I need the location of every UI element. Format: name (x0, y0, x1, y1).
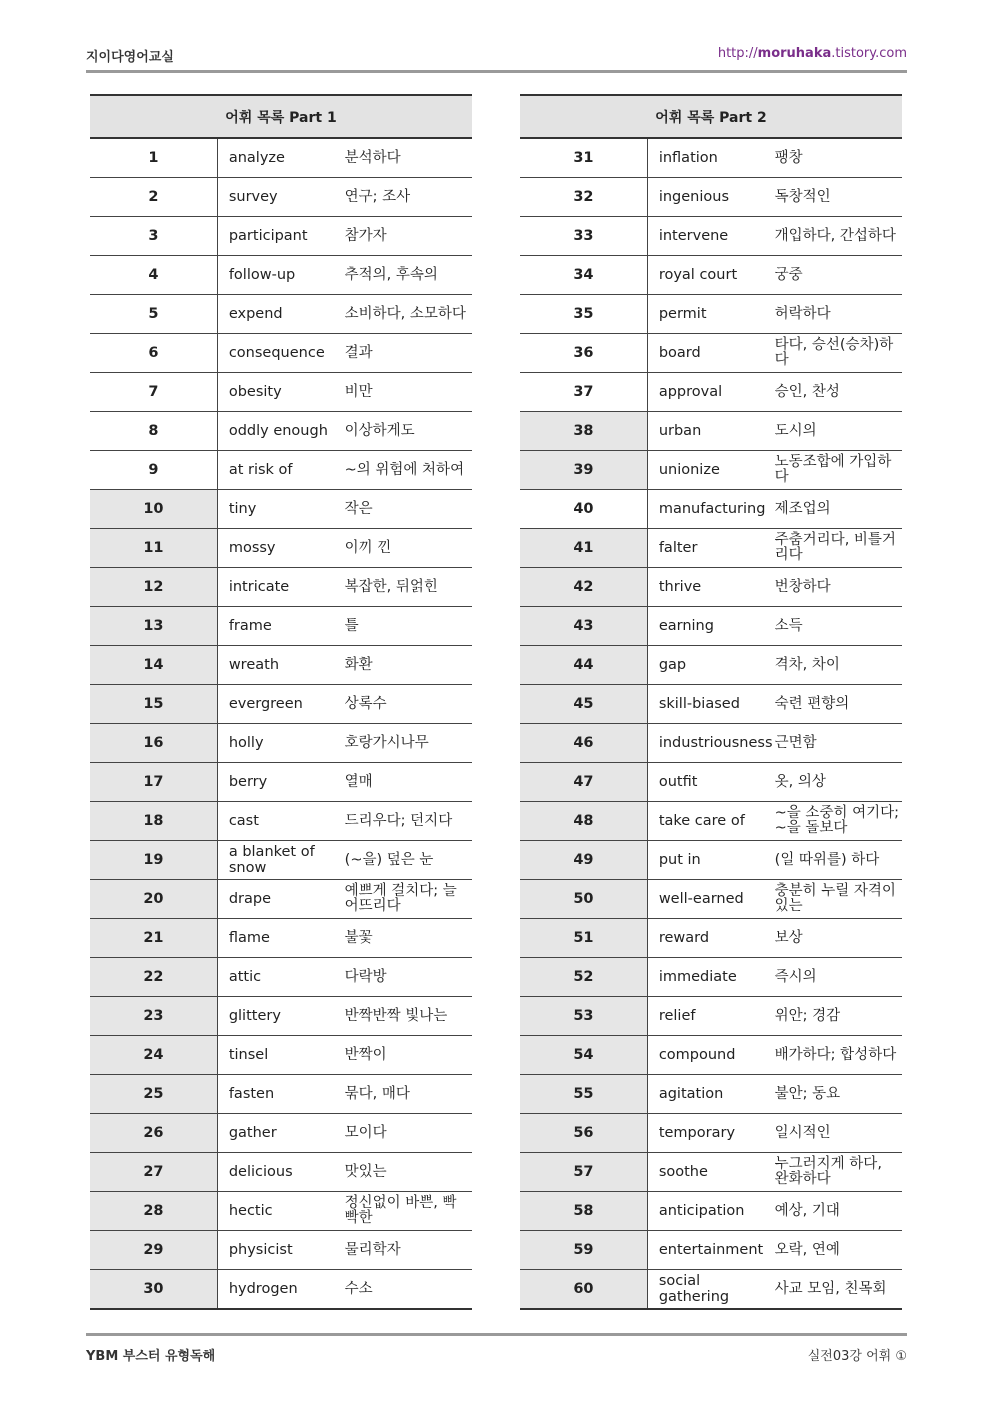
vocab-meaning: 불꽃 (345, 919, 472, 958)
row-number: 20 (90, 880, 217, 919)
row-number: 28 (90, 1192, 217, 1231)
table-row (520, 568, 902, 607)
vocab-table-part-1 (90, 94, 472, 1310)
vocab-meaning: 번창하다 (775, 568, 902, 607)
table-row (520, 256, 902, 295)
table-row (90, 646, 472, 685)
table-row (520, 412, 902, 451)
row-number: 24 (90, 1036, 217, 1075)
vocab-word: flame (217, 919, 344, 958)
table-row (520, 529, 902, 568)
row-number: 15 (90, 685, 217, 724)
table-row (520, 997, 902, 1036)
row-number: 33 (520, 217, 647, 256)
row-number: 57 (520, 1153, 647, 1192)
vocab-meaning: 소비하다, 소모하다 (345, 295, 472, 334)
table-row (90, 451, 472, 490)
table-row (520, 1075, 902, 1114)
table-row (90, 138, 472, 178)
table-row (90, 841, 472, 880)
row-number: 49 (520, 841, 647, 880)
table-row (520, 295, 902, 334)
vocab-word: permit (647, 295, 774, 334)
vocab-word: obesity (217, 373, 344, 412)
header-brand: 지이다영어교실 (86, 50, 174, 65)
row-number: 60 (520, 1270, 647, 1310)
vocab-word: entertainment (647, 1231, 774, 1270)
vocab-meaning: 허락하다 (775, 295, 902, 334)
table-row (520, 607, 902, 646)
table-row (90, 997, 472, 1036)
row-number: 30 (90, 1270, 217, 1310)
row-number: 5 (90, 295, 217, 334)
vocab-word: hydrogen (217, 1270, 344, 1310)
vocab-word: cast (217, 802, 344, 841)
vocab-word: frame (217, 607, 344, 646)
row-number: 3 (90, 217, 217, 256)
row-number: 56 (520, 1114, 647, 1153)
vocab-word: drape (217, 880, 344, 919)
row-number: 27 (90, 1153, 217, 1192)
vocab-meaning: 열매 (345, 763, 472, 802)
table-row (90, 880, 472, 919)
vocab-meaning: 다락방 (345, 958, 472, 997)
vocab-word: soothe (647, 1153, 774, 1192)
table-row (90, 373, 472, 412)
table-body (520, 138, 902, 1309)
table-row (520, 802, 902, 841)
vocab-meaning: 비만 (345, 373, 472, 412)
vocab-meaning: 도시의 (775, 412, 902, 451)
table-row (520, 919, 902, 958)
table-row (520, 724, 902, 763)
vocab-meaning: 분석하다 (345, 138, 472, 178)
url-bold: moruhaka (757, 46, 832, 61)
vocab-word: urban (647, 412, 774, 451)
table-row (520, 646, 902, 685)
vocab-meaning: 제조업의 (775, 490, 902, 529)
vocab-word: participant (217, 217, 344, 256)
footer-lesson-label: 실전03강 어휘 ① (807, 1349, 907, 1364)
vocab-table-part-2 (520, 94, 902, 1310)
row-number: 48 (520, 802, 647, 841)
table-row (90, 607, 472, 646)
vocab-word: fasten (217, 1075, 344, 1114)
vocab-word: board (647, 334, 774, 373)
row-number: 13 (90, 607, 217, 646)
vocab-word: take care of (647, 802, 774, 841)
table-title: 어휘 목록 Part 1 (90, 95, 472, 138)
row-number: 2 (90, 178, 217, 217)
row-number: 37 (520, 373, 647, 412)
table-row (90, 1075, 472, 1114)
row-number: 8 (90, 412, 217, 451)
table-row (520, 763, 902, 802)
table-row (90, 1153, 472, 1192)
row-number: 7 (90, 373, 217, 412)
row-number: 12 (90, 568, 217, 607)
vocab-meaning: ~의 위험에 처하여 (345, 451, 472, 490)
url-prefix: http:// (717, 46, 758, 61)
vocab-meaning: 불안; 동요 (775, 1075, 902, 1114)
table-row (90, 490, 472, 529)
vocab-meaning: 팽창 (775, 138, 902, 178)
row-number: 14 (90, 646, 217, 685)
vocab-meaning: 추적의, 후속의 (345, 256, 472, 295)
vocab-meaning: 즉시의 (775, 958, 902, 997)
vocab-meaning: 화환 (345, 646, 472, 685)
vocab-word: falter (647, 529, 774, 568)
vocab-meaning: 이끼 낀 (345, 529, 472, 568)
vocab-meaning: 정신없이 바쁜, 빡빡한 (345, 1192, 472, 1231)
table-row (90, 1192, 472, 1231)
vocab-meaning: 노동조합에 가입하다 (775, 451, 902, 490)
row-number: 19 (90, 841, 217, 880)
table-row (520, 1192, 902, 1231)
row-number: 59 (520, 1231, 647, 1270)
vocab-meaning: 반짝반짝 빛나는 (345, 997, 472, 1036)
row-number: 35 (520, 295, 647, 334)
table-row (520, 451, 902, 490)
row-number: 45 (520, 685, 647, 724)
row-number: 21 (90, 919, 217, 958)
table-row (90, 529, 472, 568)
vocab-meaning: 위안; 경감 (775, 997, 902, 1036)
vocab-meaning: 예상, 기대 (775, 1192, 902, 1231)
vocab-word: evergreen (217, 685, 344, 724)
vocab-word: tinsel (217, 1036, 344, 1075)
vocab-word: gather (217, 1114, 344, 1153)
vocab-meaning: (~을) 덮은 눈 (345, 841, 472, 880)
vocab-word: holly (217, 724, 344, 763)
vocab-word: anticipation (647, 1192, 774, 1231)
vocab-word: delicious (217, 1153, 344, 1192)
vocab-meaning: 오락, 연예 (775, 1231, 902, 1270)
table-row (520, 138, 902, 178)
row-number: 41 (520, 529, 647, 568)
vocab-word: expend (217, 295, 344, 334)
vocab-word: ingenious (647, 178, 774, 217)
vocab-meaning: 소득 (775, 607, 902, 646)
vocab-word: intricate (217, 568, 344, 607)
vocab-meaning: 타다, 승선(승차)하다 (775, 334, 902, 373)
table-row (90, 256, 472, 295)
vocab-word: berry (217, 763, 344, 802)
row-number: 50 (520, 880, 647, 919)
row-number: 26 (90, 1114, 217, 1153)
vocab-word: wreath (217, 646, 344, 685)
row-number: 58 (520, 1192, 647, 1231)
table-row (520, 334, 902, 373)
row-number: 46 (520, 724, 647, 763)
table-row (520, 1036, 902, 1075)
vocab-word: temporary (647, 1114, 774, 1153)
row-number: 52 (520, 958, 647, 997)
vocab-meaning: 개입하다, 간섭하다 (775, 217, 902, 256)
vocab-word: earning (647, 607, 774, 646)
vocab-word: oddly enough (217, 412, 344, 451)
vocab-word: put in (647, 841, 774, 880)
vocab-meaning: 묶다, 매다 (345, 1075, 472, 1114)
vocab-word: thrive (647, 568, 774, 607)
row-number: 25 (90, 1075, 217, 1114)
row-number: 51 (520, 919, 647, 958)
vocab-meaning: 물리학자 (345, 1231, 472, 1270)
table-row (520, 1153, 902, 1192)
vocab-word: hectic (217, 1192, 344, 1231)
row-number: 54 (520, 1036, 647, 1075)
vocab-meaning: 숙련 편향의 (775, 685, 902, 724)
vocab-meaning: 맛있는 (345, 1153, 472, 1192)
table-row (520, 178, 902, 217)
row-number: 42 (520, 568, 647, 607)
vocab-word: industriousness (647, 724, 774, 763)
row-number: 4 (90, 256, 217, 295)
vocab-word: intervene (647, 217, 774, 256)
row-number: 47 (520, 763, 647, 802)
vocab-meaning: 보상 (775, 919, 902, 958)
table-row (90, 802, 472, 841)
vocab-word: approval (647, 373, 774, 412)
table-body (90, 138, 472, 1309)
url-suffix: .tistory.com (831, 46, 907, 61)
vocab-meaning: 배가하다; 합성하다 (775, 1036, 902, 1075)
table-title: 어휘 목록 Part 2 (520, 95, 902, 138)
vocab-word: glittery (217, 997, 344, 1036)
table-row (520, 217, 902, 256)
header-rule (86, 70, 907, 73)
vocab-word: relief (647, 997, 774, 1036)
table-row (520, 958, 902, 997)
vocab-meaning: ~을 소중히 여기다; ~을 돌보다 (775, 802, 902, 841)
vocab-meaning: 결과 (345, 334, 472, 373)
header-url-link[interactable] (718, 46, 907, 61)
vocab-meaning: (일 따위를) 하다 (775, 841, 902, 880)
vocab-word: attic (217, 958, 344, 997)
vocab-meaning: 작은 (345, 490, 472, 529)
row-number: 53 (520, 997, 647, 1036)
table-row (90, 334, 472, 373)
row-number: 29 (90, 1231, 217, 1270)
row-number: 39 (520, 451, 647, 490)
row-number: 17 (90, 763, 217, 802)
page-footer (86, 1345, 907, 1365)
vocab-word: a blanket of snow (217, 841, 344, 880)
vocab-word: well-earned (647, 880, 774, 919)
vocab-meaning: 틀 (345, 607, 472, 646)
vocab-word: reward (647, 919, 774, 958)
row-number: 44 (520, 646, 647, 685)
table-row (520, 880, 902, 919)
vocab-meaning: 독창적인 (775, 178, 902, 217)
footer-rule (86, 1333, 907, 1336)
table-row (90, 1270, 472, 1310)
table-row (90, 1036, 472, 1075)
table-row (90, 178, 472, 217)
vocab-meaning: 옷, 의상 (775, 763, 902, 802)
vocab-meaning: 충분히 누릴 자격이 있는 (775, 880, 902, 919)
row-number: 32 (520, 178, 647, 217)
vocab-meaning: 호랑가시나무 (345, 724, 472, 763)
table-row (90, 919, 472, 958)
table-row (90, 685, 472, 724)
page-header (86, 46, 907, 66)
table-row (90, 217, 472, 256)
vocab-word: tiny (217, 490, 344, 529)
vocab-meaning: 수소 (345, 1270, 472, 1310)
row-number: 38 (520, 412, 647, 451)
row-number: 1 (90, 138, 217, 178)
vocab-word: royal court (647, 256, 774, 295)
vocab-word: mossy (217, 529, 344, 568)
vocab-meaning: 승인, 찬성 (775, 373, 902, 412)
row-number: 6 (90, 334, 217, 373)
vocab-word: physicist (217, 1231, 344, 1270)
vocab-word: follow-up (217, 256, 344, 295)
table-row (90, 568, 472, 607)
table-row (520, 490, 902, 529)
table-row (90, 1114, 472, 1153)
vocab-word: survey (217, 178, 344, 217)
vocab-meaning: 복잡한, 뒤얽힌 (345, 568, 472, 607)
table-row (520, 841, 902, 880)
table-row (520, 1270, 902, 1310)
vocab-word: unionize (647, 451, 774, 490)
table-row (90, 295, 472, 334)
table-row (520, 1231, 902, 1270)
vocab-word: immediate (647, 958, 774, 997)
vocab-word: skill-biased (647, 685, 774, 724)
footer-book-title: YBM 부스터 유형독해 (86, 1349, 216, 1364)
vocab-meaning: 사교 모임, 친목회 (775, 1270, 902, 1310)
row-number: 16 (90, 724, 217, 763)
row-number: 43 (520, 607, 647, 646)
row-number: 34 (520, 256, 647, 295)
vocab-meaning: 참가자 (345, 217, 472, 256)
vocab-meaning: 드리우다; 던지다 (345, 802, 472, 841)
row-number: 36 (520, 334, 647, 373)
vocab-meaning: 주춤거리다, 비틀거리다 (775, 529, 902, 568)
vocab-meaning: 상록수 (345, 685, 472, 724)
vocab-word: analyze (217, 138, 344, 178)
vocab-meaning: 근면함 (775, 724, 902, 763)
row-number: 22 (90, 958, 217, 997)
vocab-word: outfit (647, 763, 774, 802)
vocab-meaning: 누그러지게 하다, 완화하다 (775, 1153, 902, 1192)
vocab-meaning: 격차, 차이 (775, 646, 902, 685)
vocab-word: inflation (647, 138, 774, 178)
vocab-meaning: 반짝이 (345, 1036, 472, 1075)
table-row (90, 958, 472, 997)
table-row (90, 412, 472, 451)
row-number: 40 (520, 490, 647, 529)
row-number: 23 (90, 997, 217, 1036)
row-number: 55 (520, 1075, 647, 1114)
table-row (520, 373, 902, 412)
table-row (90, 1231, 472, 1270)
vocab-meaning: 이상하게도 (345, 412, 472, 451)
table-row (90, 724, 472, 763)
row-number: 31 (520, 138, 647, 178)
vocab-meaning: 일시적인 (775, 1114, 902, 1153)
vocab-meaning: 예쁘게 걸치다; 늘어뜨리다 (345, 880, 472, 919)
row-number: 18 (90, 802, 217, 841)
vocab-word: consequence (217, 334, 344, 373)
table-row (520, 1114, 902, 1153)
vocab-word: agitation (647, 1075, 774, 1114)
vocab-word: manufacturing (647, 490, 774, 529)
table-row (520, 685, 902, 724)
vocab-meaning: 모이다 (345, 1114, 472, 1153)
row-number: 10 (90, 490, 217, 529)
vocab-word: social gathering (647, 1270, 774, 1310)
vocab-meaning: 연구; 조사 (345, 178, 472, 217)
vocab-meaning: 궁중 (775, 256, 902, 295)
row-number: 9 (90, 451, 217, 490)
row-number: 11 (90, 529, 217, 568)
vocab-word: compound (647, 1036, 774, 1075)
vocab-word: gap (647, 646, 774, 685)
vocab-word: at risk of (217, 451, 344, 490)
table-row (90, 763, 472, 802)
